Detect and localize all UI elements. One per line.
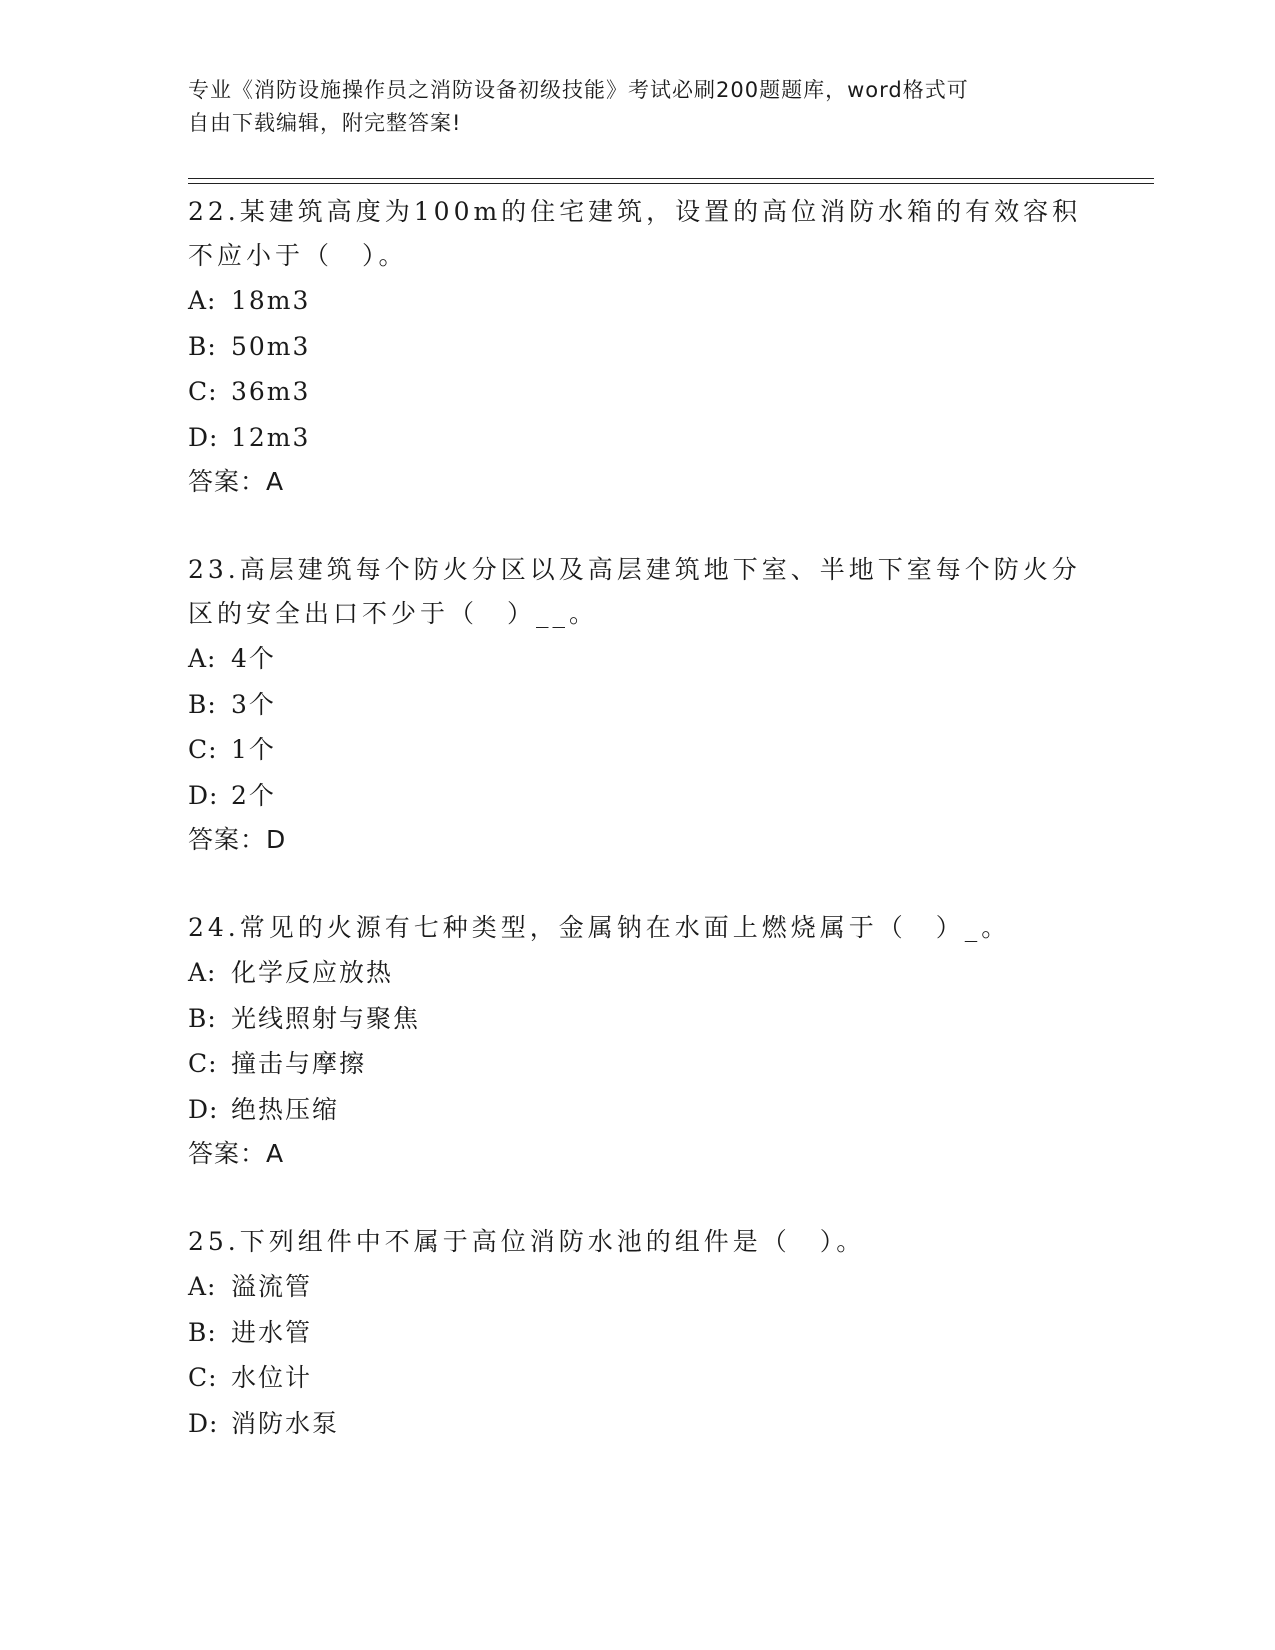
- option-d: [188, 1087, 1088, 1133]
- option-letter: B:: [188, 1003, 217, 1033]
- option-letter: D:: [188, 1408, 219, 1438]
- option-letter: C:: [188, 735, 218, 764]
- option-letter: D:: [188, 422, 219, 452]
- question-24: [188, 906, 1088, 1176]
- question-text: 23.高层建筑每个防火分区以及高层建筑地下室、半地下室每个防火分区的安全出口不少于（ ）__。: [188, 555, 1081, 628]
- question-text: 25.下列组件中不属于高位消防水池的组件是（ ）。: [188, 1227, 866, 1256]
- option-letter: C:: [188, 1049, 218, 1078]
- option-text: 进水管: [231, 1317, 313, 1347]
- question-text: 22.某建筑高度为100m的住宅建筑，设置的高位消防水箱的有效容积不应小于（ ）。: [188, 197, 1082, 270]
- option-letter: D:: [188, 1094, 219, 1124]
- header-line-1: 专业《消防设施操作员之消防设备初级技能》考试必刷200题题库，word格式可: [188, 78, 969, 102]
- option-text: 撞击与摩擦: [231, 1049, 367, 1078]
- option-text: 4个: [231, 644, 276, 673]
- option-letter: C:: [188, 1363, 218, 1392]
- header-divider-top: [188, 178, 1154, 179]
- option-b: [188, 324, 1088, 370]
- option-text: 3个: [231, 689, 276, 719]
- option-text: 50m3: [231, 331, 311, 361]
- header-divider-bottom: [188, 183, 1154, 184]
- option-text: 光线照射与聚焦: [231, 1003, 421, 1033]
- option-text: 消防水泵: [231, 1408, 340, 1438]
- option-b: [188, 1310, 1088, 1356]
- option-d: [188, 415, 1088, 461]
- answer-line: 答案：D: [188, 825, 287, 854]
- option-text: 水位计: [231, 1363, 313, 1392]
- option-letter: B:: [188, 689, 217, 719]
- answer-line: 答案：A: [188, 1139, 285, 1168]
- option-c: [188, 1041, 1088, 1087]
- header-line-2: 自由下载编辑，附完整答案!: [188, 111, 462, 135]
- option-text: 1个: [231, 735, 276, 764]
- option-text: 18m3: [231, 286, 311, 315]
- option-letter: A:: [188, 644, 217, 673]
- option-text: 2个: [231, 780, 276, 810]
- option-letter: A:: [188, 1272, 217, 1301]
- option-letter: A:: [188, 286, 217, 315]
- option-text: 12m3: [231, 422, 311, 452]
- document-header: [188, 74, 1088, 140]
- answer-line: 答案：A: [188, 467, 285, 496]
- option-a: [188, 636, 1088, 682]
- option-letter: B:: [188, 331, 217, 361]
- question-23: [188, 548, 1088, 862]
- question-22: [188, 190, 1088, 504]
- option-a: [188, 1264, 1088, 1310]
- question-25: [188, 1220, 1088, 1446]
- option-letter: D:: [188, 780, 219, 810]
- option-a: [188, 278, 1088, 324]
- question-text: 24.常见的火源有七种类型，金属钠在水面上燃烧属于（ ）_。: [188, 913, 1011, 942]
- option-d: [188, 773, 1088, 819]
- option-c: [188, 727, 1088, 773]
- option-a: [188, 950, 1088, 996]
- option-letter: C:: [188, 377, 218, 406]
- option-letter: B:: [188, 1317, 217, 1347]
- option-c: [188, 369, 1088, 415]
- option-text: 化学反应放热: [231, 958, 394, 987]
- option-text: 36m3: [231, 377, 311, 406]
- option-c: [188, 1355, 1088, 1401]
- option-letter: A:: [188, 958, 217, 987]
- option-b: [188, 682, 1088, 728]
- question-list: [188, 190, 1088, 1490]
- option-b: [188, 996, 1088, 1042]
- option-text: 溢流管: [231, 1272, 313, 1301]
- option-d: [188, 1401, 1088, 1447]
- option-text: 绝热压缩: [231, 1094, 340, 1124]
